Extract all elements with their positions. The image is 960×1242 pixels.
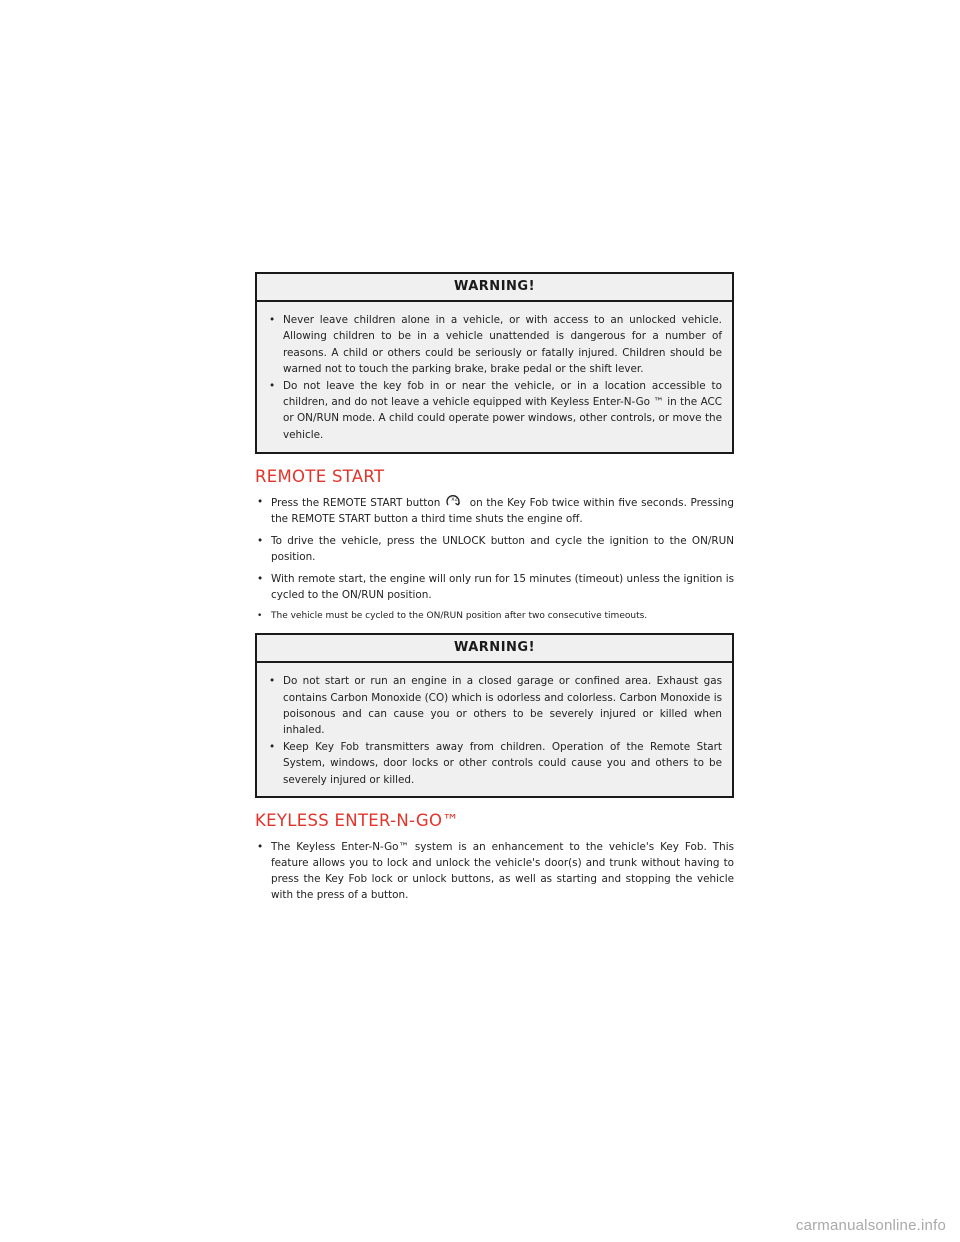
remote-start-icon — [444, 494, 466, 508]
watermark: carmanualsonline.info — [795, 1217, 946, 1234]
warning-title: WARNING! — [257, 635, 732, 663]
warning-list — [257, 302, 732, 452]
section-heading-keyless-enter-n-go: KEYLESS ENTER-N-GO™ — [255, 811, 460, 831]
page-content — [255, 272, 734, 909]
list-item-text: Press the REMOTE START button — [271, 497, 445, 510]
warning-list — [257, 663, 732, 796]
keyless-list — [255, 839, 734, 903]
warning-item-transmitters: • Keep Key Fob transmitters away from children. Operation of the Remote Start System, windows, door locks or other controls could cause you and others to be severely injured or killed. — [267, 739, 722, 788]
list-item-timeout: • With remote start, the engine will only run for 15 minutes (timeout) unless the ignition is cycled to the ON/RUN position. — [255, 571, 734, 603]
list-item-unlock: • To drive the vehicle, press the UNLOCK button and cycle the ignition to the ON/RUN position. — [255, 533, 734, 565]
warning-item-children: • Never leave children alone in a vehicle, or with access to an unlocked vehicle. Allowing children to be in a vehicle unattended is dangerous for a number of reasons. A child or others could be seriously or fatally injured. Children should be warned not to touch the parking brake, brake pedal or the shift lever. — [267, 312, 722, 378]
warning-box-children — [255, 272, 734, 454]
list-item-text: on the Key Fob twice within five seconds. Pressing the REMOTE START button a third time shuts the engine off. — [271, 497, 734, 526]
warning-title: WARNING! — [257, 274, 732, 302]
warning-item-key-fob: • Do not leave the key fob in or near the vehicle, or in a location accessible to children, and do not leave a vehicle equipped with Keyless Enter-N-Go ™ in the ACC or ON/RUN mode. A child could operate power windows, other controls, or move the vehicle. — [267, 378, 722, 444]
svg-text:x2: x2 — [451, 496, 458, 503]
remote-start-list — [255, 494, 734, 623]
warning-item-garage: • Do not start or run an engine in a closed garage or confined area. Exhaust gas contains Carbon Monoxide (CO) which is odorless and colorless. Carbon Monoxide is poisonous and can cause you or others to be severely injured or killed when inhaled. — [267, 673, 722, 739]
warning-box-carbon-monoxide — [255, 633, 734, 798]
list-item-keyless-description: • The Keyless Enter-N-Go™ system is an enhancement to the vehicle's Key Fob. This feature allows you to lock and unlock the vehicle's door(s) and trunk without having to press the Key Fob lock or unlock buttons, as well as starting and stopping the vehicle with the press of a button. — [255, 839, 734, 903]
section-heading-remote-start: REMOTE START — [255, 467, 385, 487]
list-item-consecutive-timeouts: • The vehicle must be cycled to the ON/RUN position after two consecutive timeouts. — [255, 609, 734, 623]
list-item-press-remote-start — [255, 494, 734, 527]
